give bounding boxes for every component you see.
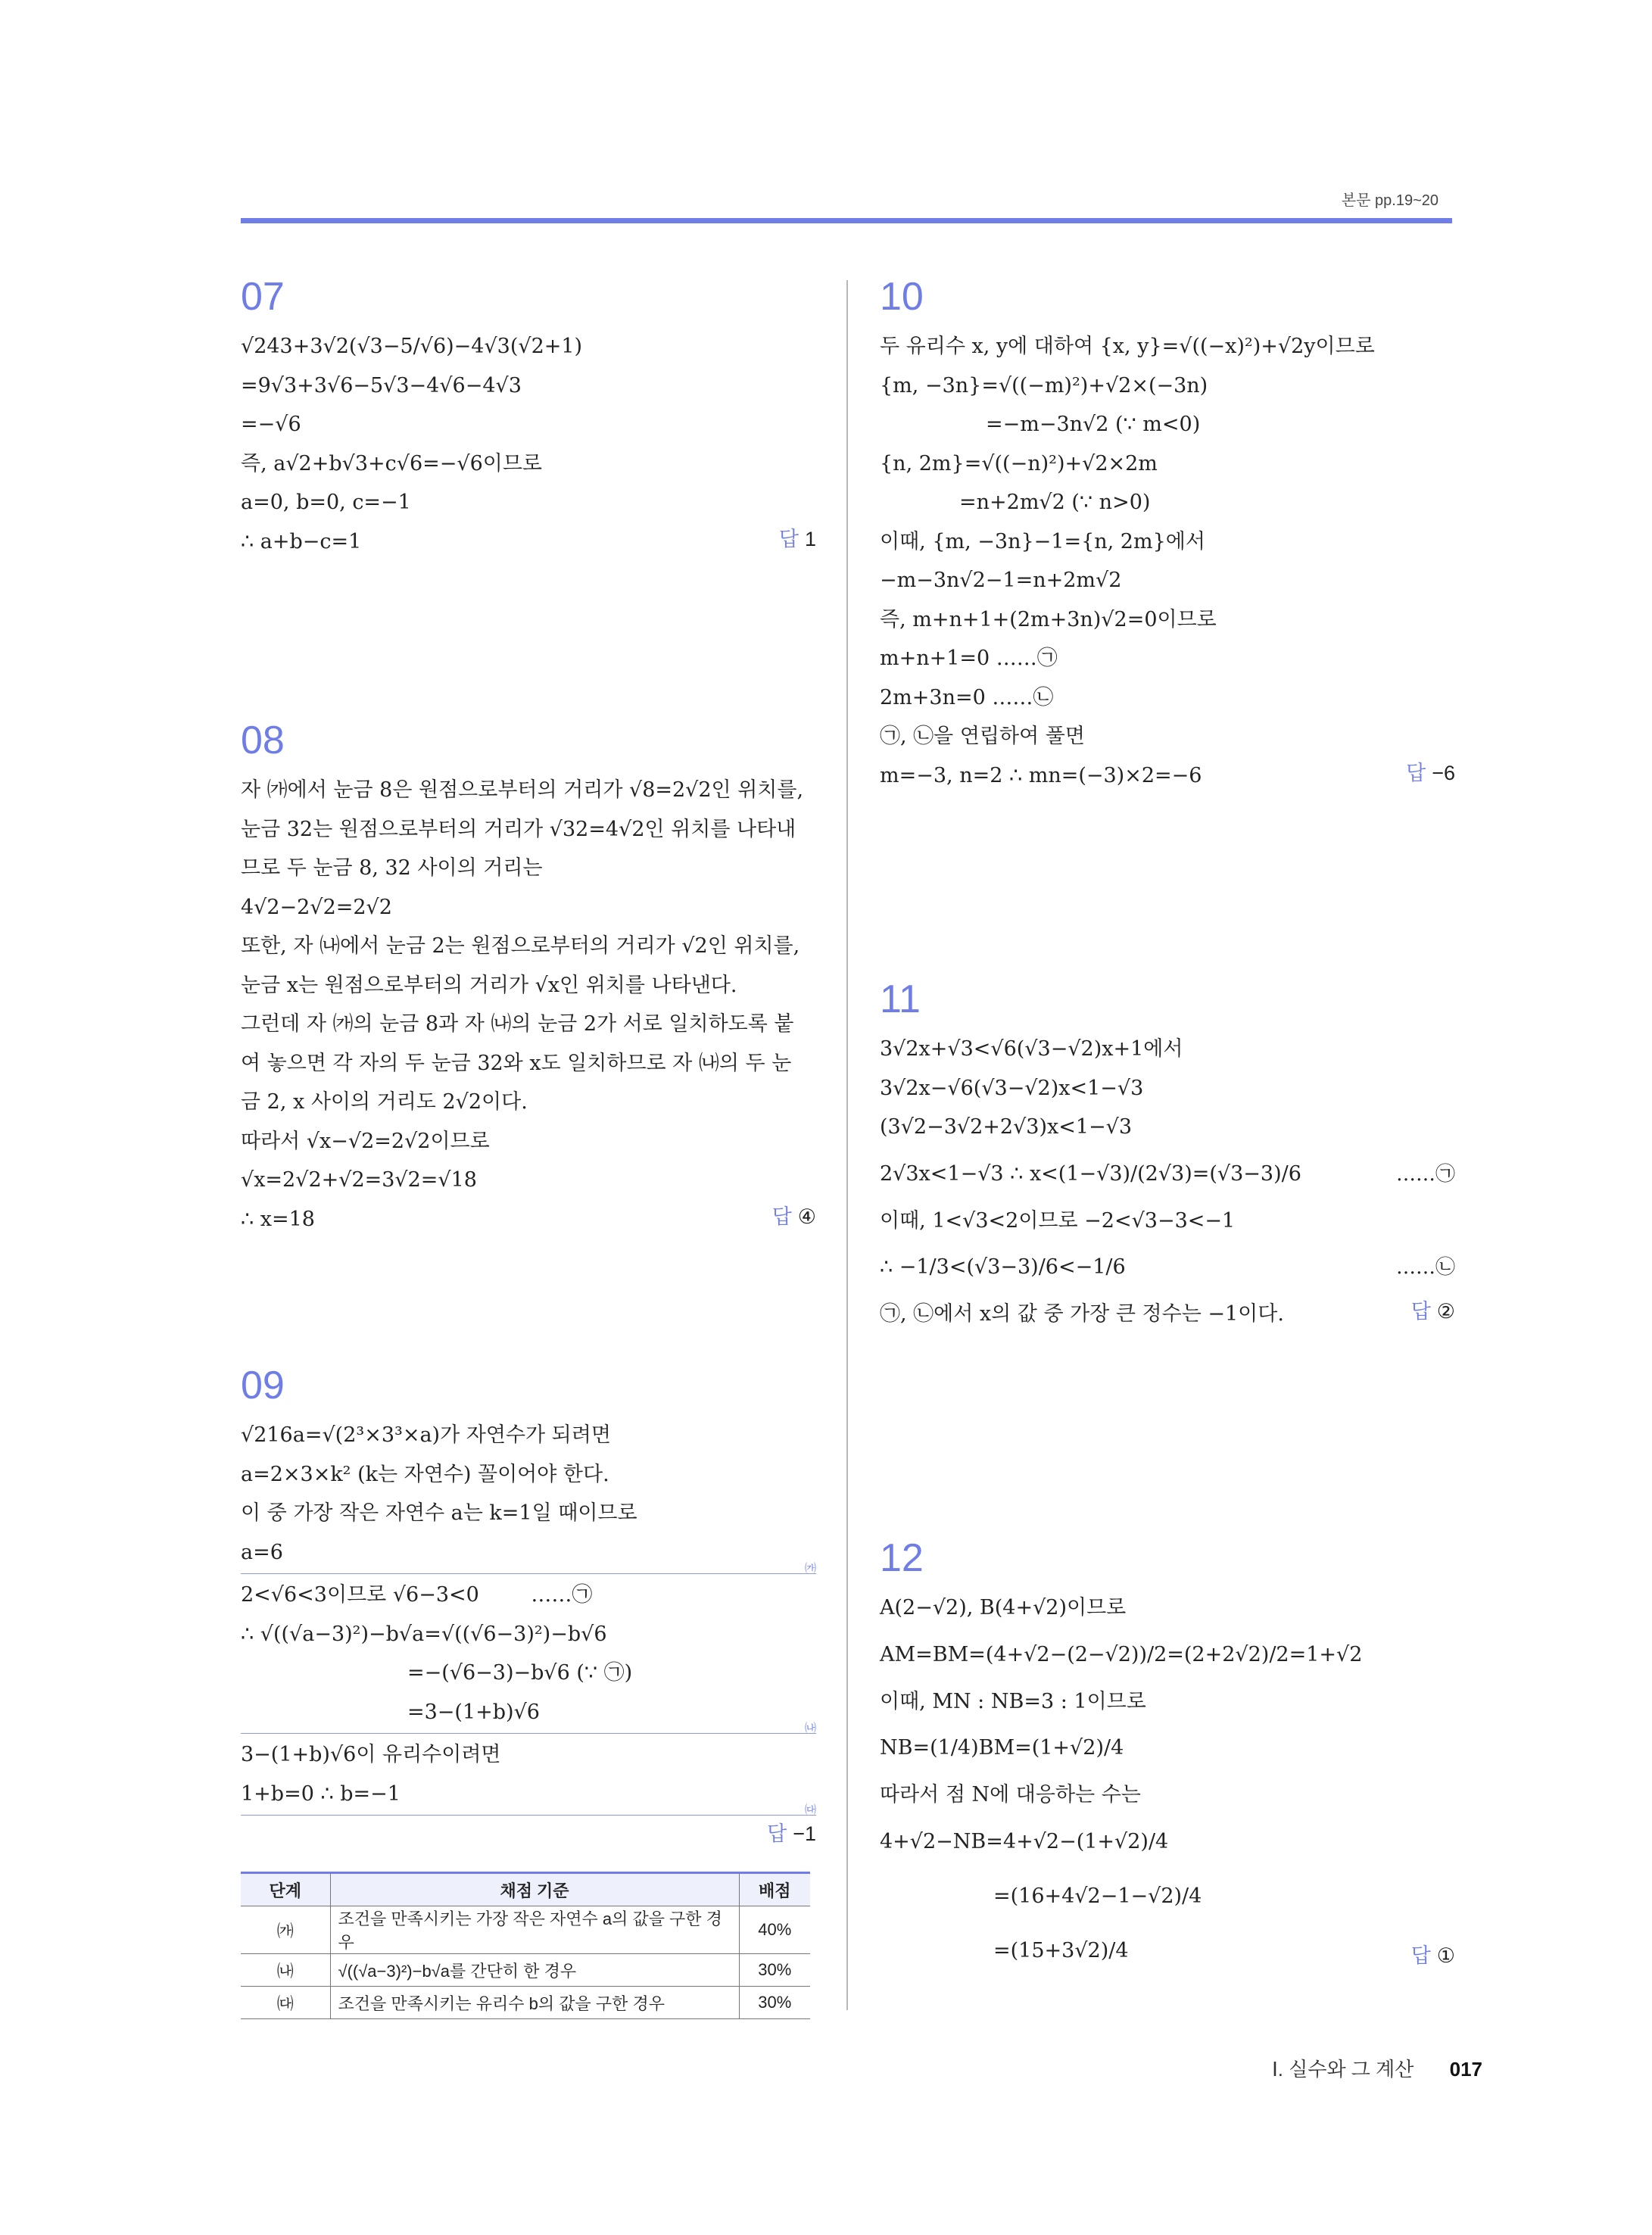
problem-number: 10 [880, 275, 924, 319]
solution-line [241, 1576, 816, 1615]
solution-line: m+n+1=0 ……㉠ [880, 647, 1058, 670]
solution-line: a=2×3×k² (k는 자연수) 꼴이어야 한다. [241, 1462, 609, 1486]
solution-line: {n, 2m}=√((−n)²)+√2×2m [880, 451, 1158, 475]
problem-number: 07 [241, 275, 285, 319]
solution-line: 두 유리수 x, y에 대하여 {x, y}=√((−x)²)+√2y이므로 [880, 335, 1375, 358]
step-cell: ㈏ [241, 1954, 330, 1987]
page-number: 017 [1449, 2058, 1482, 2081]
points-cell: 30% [739, 1954, 810, 1987]
answer-value: 1 [804, 527, 816, 550]
answer-row [241, 1200, 816, 1239]
column-divider [846, 280, 848, 2010]
solution-line: 이 중 가장 작은 자연수 a는 k=1일 때이므로 [241, 1501, 637, 1525]
solution-line: 3√2x+√3<√6(√3−√2)x+1에서 [880, 1037, 1183, 1061]
chapter-title: Ⅰ. 실수와 그 계산 [1272, 2058, 1414, 2081]
solution-line: 따라서 점 N에 대응하는 수는 [880, 1783, 1141, 1806]
equation-marker: ……㉡ [1395, 1256, 1455, 1279]
solution-line: A(2−√2), B(4+√2)이므로 [880, 1596, 1127, 1619]
answer-value: ① [1436, 1944, 1455, 1967]
solution-line: NB=(1/4)BM=(1+√2)/4 [880, 1736, 1124, 1760]
answer [767, 1817, 816, 1847]
solution-line: ∴ x=18 [241, 1207, 315, 1231]
problem-number: 12 [880, 1536, 924, 1580]
answer-row [241, 522, 816, 562]
solution-line: 이때, {m, −3n}−1={n, 2m}에서 [880, 529, 1205, 553]
solution-line: 1+b=0 ∴ b=−1 [241, 1781, 401, 1806]
scoring-table-header [241, 1873, 810, 1906]
problem-10 [880, 274, 1455, 795]
solution-line: =−m−3n√2 (∵ m<0) [986, 413, 1201, 436]
answer [779, 522, 816, 552]
step-divider [241, 1722, 816, 1735]
scoring-table [241, 1872, 810, 2019]
column-header: 단계 [241, 1873, 330, 1906]
problem-number: 08 [241, 719, 285, 762]
answer-value: −1 [793, 1822, 816, 1845]
equation-marker: ……㉠ [531, 1583, 593, 1607]
solution-text: 2<√6<3이므로 √6−3<0 [241, 1583, 479, 1607]
solution-line: 3√2x−√6(√3−√2)x<1−√3 [880, 1076, 1144, 1100]
criterion-cell: 조건을 만족시키는 유리수 b의 값을 구한 경우 [330, 1987, 739, 2019]
solution-line [880, 1240, 1455, 1295]
step-label: ㈐ [804, 1803, 816, 1816]
answer-value: ② [1436, 1300, 1455, 1323]
solution-line: 여 놓으면 각 자의 두 눈금 32와 x도 일치하므로 자 ㈏의 두 눈 [241, 1051, 792, 1075]
step-label: ㈏ [804, 1722, 816, 1735]
problem-11 [880, 977, 1455, 1334]
step-label: ㈎ [804, 1562, 816, 1575]
solution-line: 4√2−2√2=2√2 [241, 895, 392, 919]
solution-line: m=−3, n=2 ∴ mn=(−3)×2=−6 [880, 763, 1202, 787]
header-rule [241, 218, 1452, 223]
solution-line: √x=2√2+√2=3√2=√18 [241, 1168, 477, 1192]
solution-line: 눈금 x는 원점으로부터의 거리가 √x인 위치를 나타낸다. [241, 973, 737, 997]
solution-line: AM=BM=(4+√2−(2−√2))/2=(2+2√2)/2=1+√2 [880, 1642, 1363, 1666]
solution-line: =(15+3√2)/4 [993, 1938, 1129, 1962]
solution-line: a=0, b=0, c=−1 [241, 491, 411, 514]
answer-row [241, 1817, 816, 1856]
solution-line: =9√3+3√6−5√3−4√6−4√3 [241, 373, 522, 397]
solution-line: 4+√2−NB=4+√2−(1+√2)/4 [880, 1829, 1169, 1853]
criterion-cell: √((√a−3)²)−b√a를 간단히 한 경우 [330, 1954, 739, 1987]
problem-07 [241, 274, 816, 561]
answer-label: 답 [1406, 761, 1426, 784]
solution-line: 따라서 √x−√2=2√2이므로 [241, 1129, 490, 1153]
answer-value: −6 [1432, 761, 1455, 784]
solution-line: 즉, a√2+b√3+c√6=−√6이므로 [241, 451, 543, 475]
problem-number: 11 [880, 977, 921, 1021]
solution-line: =−√6 [241, 413, 301, 436]
problem-number: 09 [241, 1364, 285, 1407]
answer [1411, 1939, 1455, 1968]
points-cell: 40% [739, 1906, 810, 1954]
equation-marker: ……㉠ [1395, 1162, 1455, 1186]
table-row [241, 1906, 810, 1954]
page-footer [1272, 2054, 1482, 2082]
solution-text: ∴ −1/3<(√3−3)/6<−1/6 [880, 1255, 1126, 1279]
answer [1411, 1295, 1455, 1324]
solution-line: √243+3√2(√3−5/√6)−4√3(√2+1) [241, 335, 583, 358]
answer [1406, 756, 1455, 786]
answer-row [880, 1924, 1455, 1978]
solution-line: 3−(1+b)√6이 유리수이려면 [241, 1743, 501, 1766]
step-cell: ㈐ [241, 1987, 330, 2019]
solution-line: 금 2, x 사이의 거리도 2√2이다. [241, 1090, 528, 1114]
solution-line: (3√2−3√2+2√3)x<1−√3 [880, 1115, 1133, 1139]
answer-label: 답 [778, 527, 799, 550]
solution-line: 눈금 32는 원점으로부터의 거리가 √32=4√2인 위치를 나타내 [241, 817, 796, 841]
step-divider [241, 1562, 816, 1575]
solution-text: 2√3x<1−√3 ∴ x<(1−√3)/(2√3)=(√3−3)/6 [880, 1161, 1301, 1186]
solution-line: ∴ a+b−c=1 [241, 529, 362, 553]
page-reference: 본문 pp.19~20 [1341, 192, 1438, 209]
solution-line: √216a=√(2³×3³×a)가 자연수가 되려면 [241, 1423, 611, 1447]
solution-line: 즉, m+n+1+(2m+3n)√2=0이므로 [880, 607, 1217, 631]
solution-line: {m, −3n}=√((−m)²)+√2×(−3n) [880, 373, 1208, 397]
solution-line: 또한, 자 ㈏에서 눈금 2는 원점으로부터의 거리가 √2인 위치를, [241, 934, 800, 958]
solution-line: 이때, 1<√3<2이므로 −2<√3−3<−1 [880, 1208, 1236, 1233]
table-row [241, 1987, 810, 2019]
answer-label: 답 [771, 1205, 792, 1228]
solution-line: ㉠, ㉡을 연립하여 풀면 [880, 725, 1085, 748]
answer-label: 답 [767, 1822, 787, 1845]
answer-label: 답 [1410, 1300, 1431, 1323]
solution-line [880, 1147, 1455, 1202]
column-header: 채점 기준 [330, 1873, 739, 1906]
answer [772, 1200, 816, 1230]
answer-label: 답 [1410, 1944, 1431, 1967]
solution-line: 므로 두 눈금 8, 32 사이의 거리는 [241, 856, 543, 880]
solution-line: ㉠, ㉡에서 x의 값 중 가장 큰 정수는 −1이다. [880, 1302, 1284, 1326]
problem-08 [241, 718, 816, 1239]
solution-line: =−(√6−3)−b√6 (∵ ㉠) [407, 1661, 633, 1685]
solution-line: =n+2m√2 (∵ n>0) [959, 491, 1151, 514]
solution-line: −m−3n√2−1=n+2m√2 [880, 569, 1122, 592]
step-divider [241, 1803, 816, 1816]
points-cell: 30% [739, 1987, 810, 2019]
solution-line: 그런데 자 ㈎의 눈금 8과 자 ㈏의 눈금 2가 서로 일치하도록 붙 [241, 1012, 794, 1036]
solution-line: 자 ㈎에서 눈금 8은 원점으로부터의 거리가 √8=2√2인 위치를, [241, 778, 804, 802]
solution-line: =(16+4√2−1−√2)/4 [993, 1884, 1202, 1908]
answer-row [880, 756, 1455, 796]
problem-09 [241, 1363, 816, 1856]
problem-12 [880, 1535, 1455, 1978]
answer-row [880, 1295, 1455, 1334]
solution-line: 2m+3n=0 ……㉡ [880, 685, 1054, 709]
solution-line: ∴ √((√a−3)²)−b√a=√((√6−3)²)−b√6 [241, 1622, 607, 1646]
solution-line: =3−(1+b)√6 [407, 1700, 540, 1724]
solution-line: 이때, MN : NB=3 : 1이므로 [880, 1689, 1146, 1713]
solution-line: a=6 [241, 1540, 283, 1564]
column-header: 배점 [739, 1873, 810, 1906]
answer-value: ④ [797, 1205, 816, 1228]
criterion-cell: 조건을 만족시키는 가장 작은 자연수 a의 값을 구한 경우 [330, 1906, 739, 1954]
step-cell: ㈎ [241, 1906, 330, 1954]
table-row [241, 1954, 810, 1987]
